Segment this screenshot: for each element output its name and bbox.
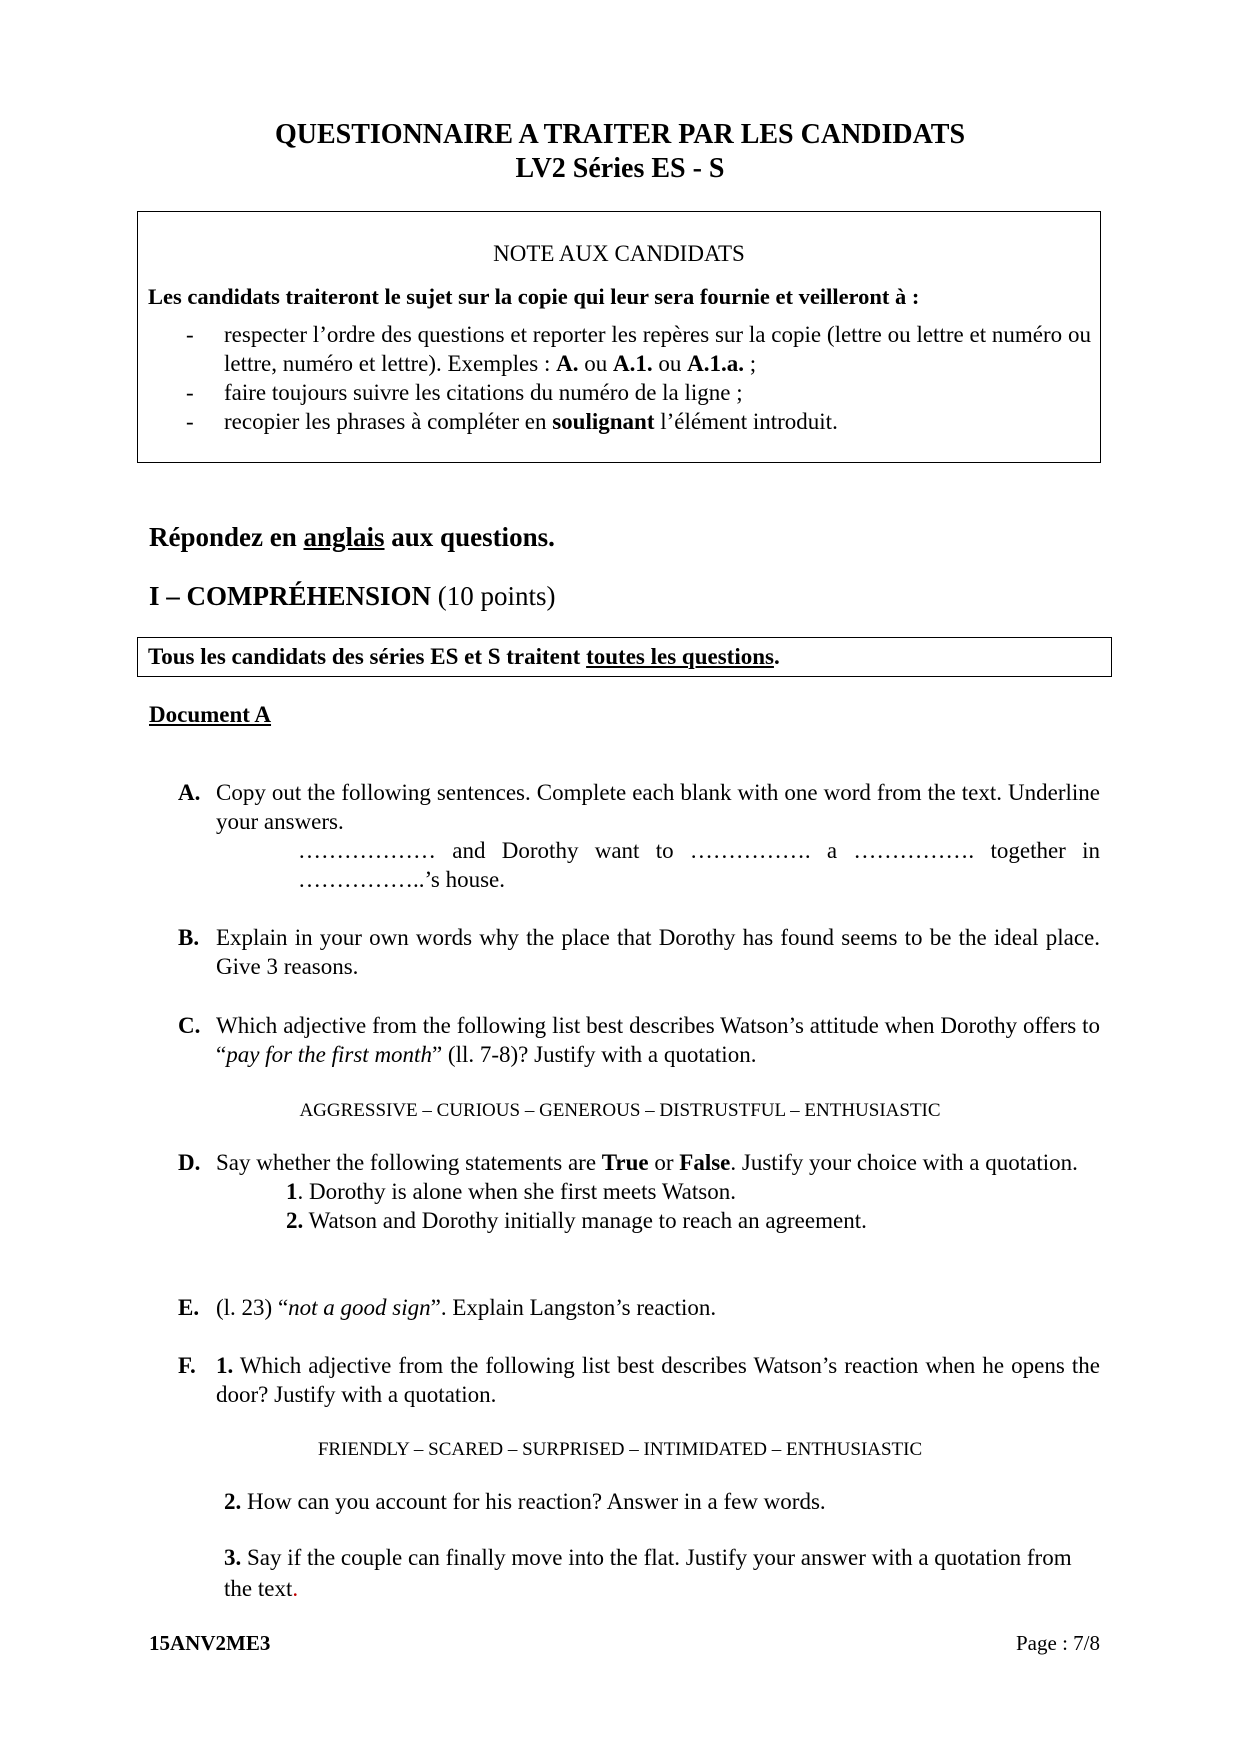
question-b	[178, 923, 1100, 981]
bullet-text: faire toujours suivre les citations du numéro de la ligne ;	[224, 380, 743, 405]
bullet-text: respecter l’ordre des questions et reporter les repères sur la copie (lettre ou lettre et numéro ou lettre, numéro et lettre). Exemples : A. ou A.1. ou A.1.a. ;	[224, 322, 1091, 376]
statement: 2. Watson and Dorothy initially manage to reach an agreement.	[286, 1208, 867, 1233]
question-f3: 3. Say if the couple can finally move into the flat. Justify your answer with a quotation from the text.	[224, 1545, 1072, 1601]
question-text: Copy out the following sentences. Complete each blank with one word from the text. Underline your answers.	[216, 780, 1100, 834]
question-f	[178, 1351, 1100, 1409]
section-heading: I – COMPRÉHENSION (10 points)	[149, 581, 556, 611]
statement: 1. Dorothy is alone when she first meets Watson.	[286, 1179, 736, 1204]
bullet-text: recopier les phrases à compléter en soulignant l’élément introduit.	[224, 409, 838, 434]
bullet-dash: -	[186, 380, 194, 405]
question-text: Explain in your own words why the place that Dorothy has found seems to be the ideal place. Give 3 reasons.	[216, 925, 1100, 979]
all-candidates-box: Tous les candidats des séries ES et S traitent toutes les questions.	[137, 637, 1112, 677]
fill-line: ……………… and Dorothy want to ……………. a ……………. together in	[298, 838, 1100, 863]
note-bullet	[148, 320, 1091, 378]
question-label: C.	[178, 1013, 201, 1038]
question-f2: 2. How can you account for his reaction? Answer in a few words.	[224, 1489, 826, 1514]
question-text: Which adjective from the following list best describes Watson’s attitude when Dorothy offers to “pay for the first month” (ll. 7-8)? Justify with a quotation.	[216, 1013, 1100, 1067]
question-label: F.	[178, 1353, 196, 1378]
question-a	[178, 778, 1100, 894]
note-box	[137, 211, 1101, 463]
instructions-heading: Répondez en anglais aux questions.	[149, 522, 555, 552]
note-bullet	[148, 407, 1091, 436]
question-text: 1. Which adjective from the following list best describes Watson’s reaction when he opens the door? Justify with a quotation.	[216, 1353, 1100, 1407]
adjective-list: AGGRESSIVE – CURIOUS – GENEROUS – DISTRUSTFUL – ENTHUSIASTIC	[299, 1100, 941, 1121]
note-lead: Les candidats traiteront le sujet sur la copie qui leur sera fournie et veilleront à :	[148, 284, 920, 309]
question-d	[178, 1148, 1100, 1235]
footer-page-number: Page : 7/8	[1016, 1631, 1100, 1655]
page-subtitle: LV2 Séries ES - S	[515, 153, 725, 184]
question-label: D.	[178, 1150, 201, 1175]
footer-code: 15ANV2ME3	[149, 1631, 271, 1655]
fill-line: ……………..’s house.	[298, 867, 505, 892]
bullet-dash: -	[186, 409, 194, 434]
note-title: NOTE AUX CANDIDATS	[493, 241, 745, 266]
note-bullet	[148, 378, 1091, 407]
note-bullets	[148, 320, 1091, 436]
question-label: A.	[178, 780, 201, 805]
bullet-dash: -	[186, 322, 194, 347]
question-text: Say whether the following statements are True or False. Justify your choice with a quotation.	[216, 1150, 1078, 1175]
question-label: E.	[178, 1295, 200, 1320]
question-text: (l. 23) “not a good sign”. Explain Langston’s reaction.	[216, 1295, 717, 1320]
adjective-list: FRIENDLY – SCARED – SURPRISED – INTIMIDATED – ENTHUSIASTIC	[317, 1439, 923, 1460]
question-label: B.	[178, 925, 200, 950]
document-label: Document A	[149, 702, 272, 727]
question-c	[178, 1011, 1100, 1069]
question-e	[178, 1293, 1100, 1322]
page-title: QUESTIONNAIRE A TRAITER PAR LES CANDIDATS	[274, 119, 966, 150]
